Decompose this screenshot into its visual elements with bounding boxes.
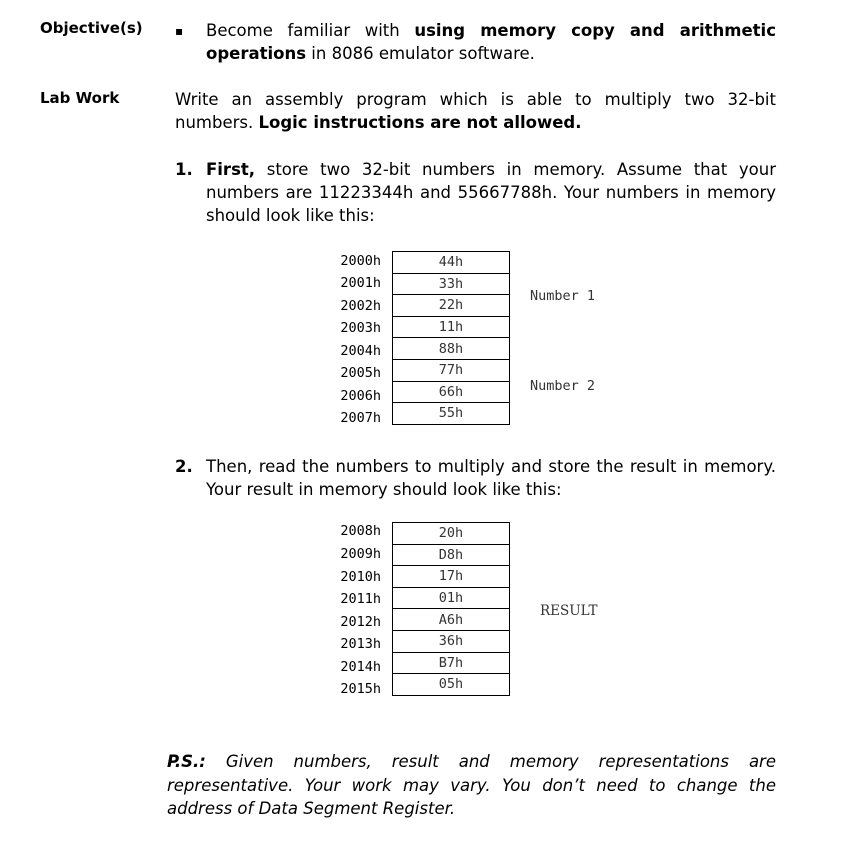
objective-label: Objective(s) xyxy=(40,19,143,37)
bullet-icon: ▪ xyxy=(175,24,184,38)
memory-address: 2002h xyxy=(340,298,381,314)
table-row xyxy=(393,403,510,425)
memory-address: 2005h xyxy=(340,365,381,381)
table-row xyxy=(393,652,510,674)
table-row xyxy=(393,252,510,274)
lab-work-intro xyxy=(175,88,776,134)
memory-address: 2008h xyxy=(340,523,381,539)
step1-number: 1. xyxy=(175,160,193,179)
lab-work-intro-bold: Logic instructions are not allowed. xyxy=(258,113,582,132)
memory-address: 2009h xyxy=(340,546,381,562)
memory-value: 66h xyxy=(393,381,510,403)
memory-input-table xyxy=(392,251,510,425)
table-row xyxy=(393,338,510,360)
memory-address: 2015h xyxy=(340,681,381,697)
table-row xyxy=(393,566,510,588)
step2-number: 2. xyxy=(175,457,193,476)
result-label: RESULT xyxy=(540,603,598,619)
memory-value: 01h xyxy=(393,587,510,609)
memory-address: 2006h xyxy=(340,388,381,404)
memory-address: 2001h xyxy=(340,275,381,291)
memory-address: 2014h xyxy=(340,659,381,675)
memory-value: 05h xyxy=(393,674,510,696)
table-row xyxy=(393,316,510,338)
memory-value: 44h xyxy=(393,252,510,274)
objective-text xyxy=(206,19,776,65)
ps-note xyxy=(167,750,776,821)
lab-work-label: Lab Work xyxy=(40,89,120,107)
memory-value: 11h xyxy=(393,316,510,338)
memory-address: 2003h xyxy=(340,320,381,336)
memory-address: 2013h xyxy=(340,636,381,652)
number-1-label: Number 1 xyxy=(530,288,596,304)
number-2-label: Number 2 xyxy=(530,378,596,394)
step1-body: store two 32-bit numbers in memory. Assume that your numbers are 11223344h and 55667788h. Your numbers in memory should look like this: xyxy=(206,160,776,225)
table-row xyxy=(393,295,510,317)
memory-address: 2007h xyxy=(340,410,381,426)
memory-value: 22h xyxy=(393,295,510,317)
table-row xyxy=(393,273,510,295)
ps-label: P.S.: xyxy=(167,752,206,771)
memory-address: 2010h xyxy=(340,569,381,585)
memory-address: 2004h xyxy=(340,343,381,359)
objective-pre: Become familiar with xyxy=(206,21,415,40)
objective-bold: using memory copy and arithmetic operations xyxy=(206,21,776,63)
table-row xyxy=(393,587,510,609)
memory-value: 17h xyxy=(393,566,510,588)
memory-value: D8h xyxy=(393,544,510,566)
table-row xyxy=(393,609,510,631)
memory-value: A6h xyxy=(393,609,510,631)
step1-bold: First, xyxy=(206,160,256,179)
step2-text: Then, read the numbers to multiply and store the result in memory. Your result in memory should look like this: xyxy=(206,457,776,499)
memory-value: 55h xyxy=(393,403,510,425)
step1-text xyxy=(206,158,776,227)
memory-result-table xyxy=(392,522,510,696)
ps-text: Given numbers, result and memory representations are representative. Your work may vary. You don’t need to change the address of Data Segment Register. xyxy=(167,752,776,818)
table-row xyxy=(393,544,510,566)
table-row xyxy=(393,381,510,403)
lab-work-intro-text: Write an assembly program which is able to multiply two 32-bit numbers. xyxy=(175,90,776,132)
table-row xyxy=(393,523,510,545)
table-row xyxy=(393,359,510,381)
memory-value: 33h xyxy=(393,273,510,295)
table-row xyxy=(393,630,510,652)
memory-value: 36h xyxy=(393,630,510,652)
memory-address: 2011h xyxy=(340,591,381,607)
memory-value: B7h xyxy=(393,652,510,674)
memory-value: 88h xyxy=(393,338,510,360)
table-row xyxy=(393,674,510,696)
memory-address: 2012h xyxy=(340,614,381,630)
memory-address: 2000h xyxy=(340,253,381,269)
memory-value: 20h xyxy=(393,523,510,545)
memory-value: 77h xyxy=(393,359,510,381)
objective-post: in 8086 emulator software. xyxy=(306,44,535,63)
